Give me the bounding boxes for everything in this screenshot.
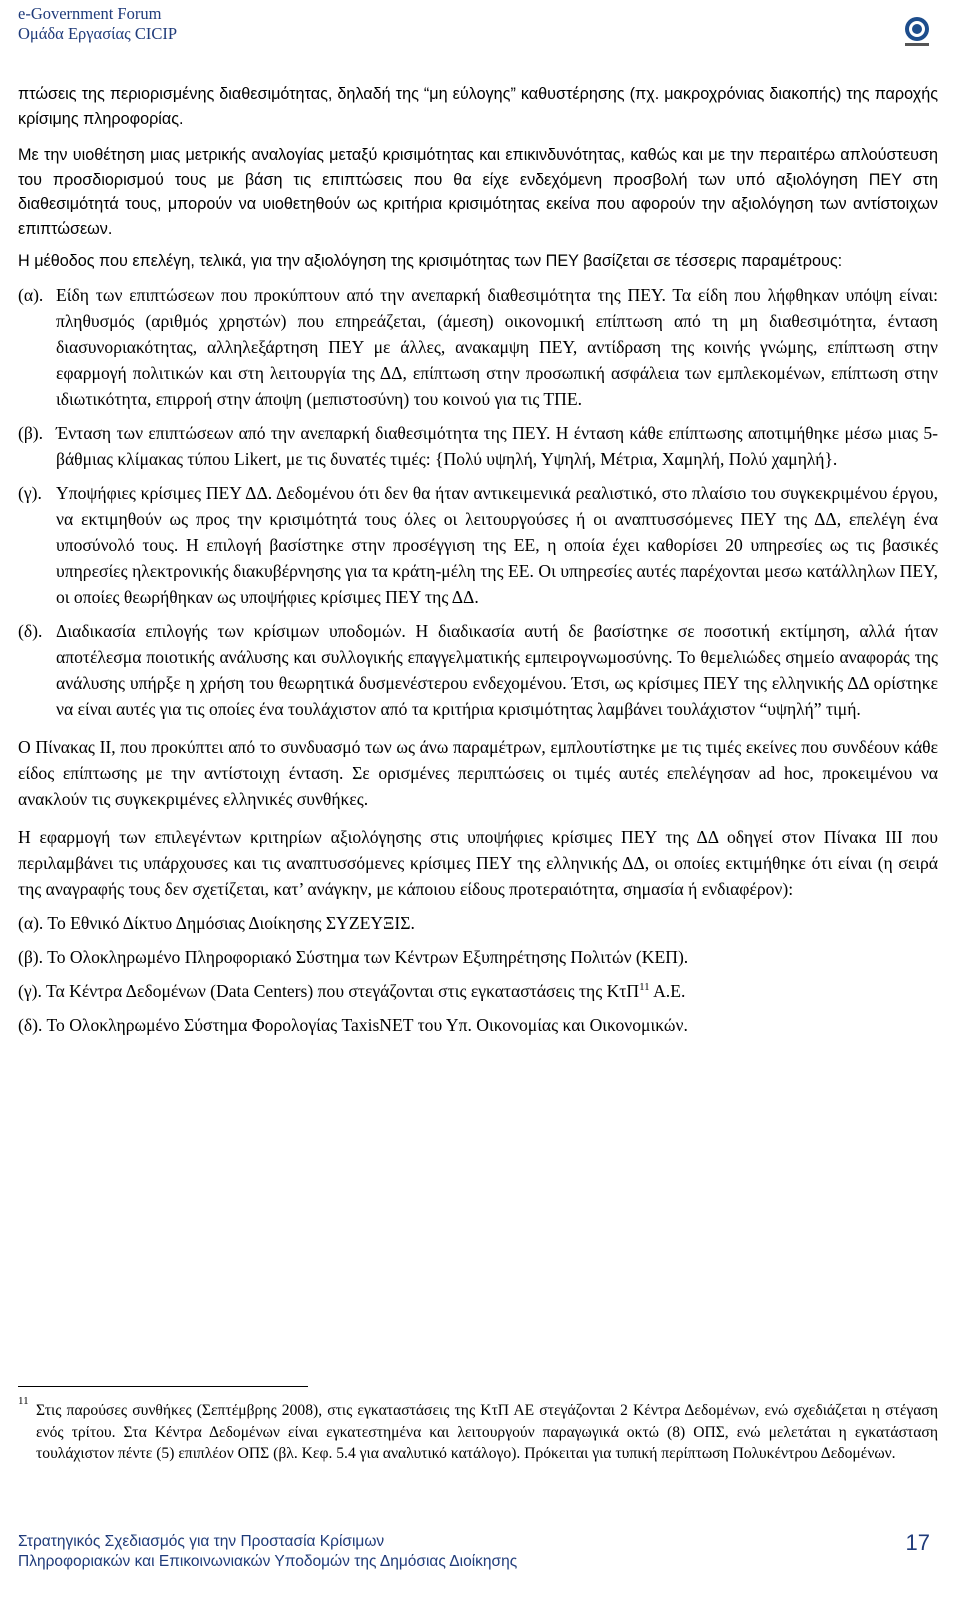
footer-title-line1: Στρατηγικός Σχεδιασμός για την Προστασία Κρίσιμων [18, 1533, 385, 1550]
param-text: Ένταση των επιπτώσεων από την ανεπαρκή διαθεσιμότητα της ΠΕΥ. Η ένταση κάθε επίπτωσης αποτιμήθηκε μέσω μιας 5-βάθμιας κλίμακας τύπου Likert, με τις δυνατές τιμές: {Πολύ υψηλή, Υψηλή, Μέτρια, Χαμηλή, Πολύ χαμηλή}. [56, 422, 938, 469]
footnote-reference[interactable]: 11 [639, 980, 650, 993]
list-text: Τα Κέντρα Δεδομένων (Data Centers) που στεγάζονται στις εγκαταστάσεις της ΚτΠ [45, 980, 640, 1001]
param-item [18, 282, 938, 412]
param-item [18, 618, 938, 722]
list-marker: (δ). [18, 1014, 47, 1035]
page-header [18, 4, 948, 52]
list-text-suffix: Α.Ε. [649, 980, 686, 1001]
paragraph-table-iii: Η εφαρμογή των επιλεγέντων κριτηρίων αξιολόγησης στις υποψήφιες κρίσιμες ΠΕΥ της ΔΔ οδηγεί στον Πίνακα ΙΙΙ που περιλαμβάνει τις υπάρχουσες και τις αναπτυσσόμενες κρίσιμες ΠΕΥ της ελληνικής ΔΔ, οι οποίες εκτιμήθηκε ότι είναι (η σειρά της αναγραφής τους δεν σχετίζεται, κατ’ ανάγκην, με κάποιου είδους προτεραιότητα, σημασία ή ενδιαφέρον): [18, 826, 938, 899]
list-text: Το Ολοκληρωμένο Πληροφοριακό Σύστημα των Κέντρων Εξυπηρέτησης Πολιτών (ΚΕΠ). [47, 946, 689, 967]
paragraph-metric: Με την υιοθέτηση μιας μετρικής αναλογίας μεταξύ κρισιμότητας και επικινδυνότητας, καθώς και με την περαιτέρω απλούστευση του προσδιορισμού τους με βάση τις επιπτώσεις που θα είχε ενδεχόμενη προσβολή των υπό αξιολόγηση ΠΕΥ στη διαθεσιμότητά τους, μπορούν να υιοθετηθούν ως κριτήρια κρισιμότητας εκείνα που αφορούν την αξιολόγηση των αντίστοιχων επιπτώσεων. [18, 146, 938, 238]
footnote-number: 11 [18, 1395, 29, 1407]
critical-infra-list-item [18, 1012, 938, 1038]
footnote [18, 1395, 938, 1465]
critical-infra-list-item [18, 978, 938, 1004]
list-text: Το Εθνικό Δίκτυο Δημόσιας Διοίκησης ΣΥΖΕΥΞΙΣ. [47, 912, 415, 933]
list-text: Το Ολοκληρωμένο Σύστημα Φορολογίας TaxisNET του Υπ. Οικονομίας και Οικονομικών. [46, 1014, 688, 1035]
param-item [18, 420, 938, 472]
critical-infra-list-item [18, 944, 938, 970]
paragraph-intro: πτώσεις της περιορισμένης διαθεσιμότητας, δηλαδή της “μη εύλογης” καθυστέρησης (πχ. μακροχρόνιας διακοπής) της παροχής κρίσιμης πληροφορίας. [18, 85, 938, 128]
footnote-separator [18, 1386, 308, 1387]
header-forum-title: e-Government Forum [18, 4, 162, 23]
param-marker: (β). [18, 422, 44, 443]
param-item [18, 480, 938, 610]
param-text: Διαδικασία επιλογής των κρίσιμων υποδομών. Η διαδικασία αυτή δε βασίστηκε σε ποσοτική εκτίμηση, αλλά ήταν αποτέλεσμα ποιοτικής ανάλυσης και συλλογικής επαγγελματικής εμπειρογνωμοσύνης. Το θεμελιώδες σημείο αναφοράς της ανάλυσης υπήρξε η χρήση του θεωρητικά δυσμενέστερου ενδεχομένου. Έτσι, ως κρίσιμες ΠΕΥ της ελληνικής ΔΔ ορίστηκε να είναι αυτές για τις οποίες ένα τουλάχιστον από τα κριτήρια κρισιμότητας λαμβάνει τουλάχιστον “υψηλή” τιμή. [56, 620, 938, 719]
param-marker: (δ). [18, 620, 43, 641]
page-footer [18, 1532, 898, 1572]
list-marker: (γ). [18, 980, 46, 1001]
forum-logo-icon [900, 14, 934, 48]
footnote-text: Στις παρούσες συνθήκες (Σεπτέμβρης 2008), στις εγκαταστάσεις της ΚτΠ ΑΕ στεγάζονται 2 Κέντρα Δεδομένων, ενώ σχεδιάζεται η στέγαση ενός τρίτου. Στα Κέντρα Δεδομένων είναι εγκατεστημένα και λειτουργούν παραγωγικά οκτώ (8) ΟΠΣ, ενώ μελετάται η εγκατάσταση τουλάχιστον πέντε (5) επιπλέον ΟΠΣ (βλ. Κεφ. 5.4 για αναλυτικό κατάλογο). Πρόκειται για τυπική περίπτωση Πολυκέντρου Δεδομένων. [36, 1402, 938, 1462]
critical-infra-list-item [18, 910, 938, 936]
param-text: Υποψήφιες κρίσιμες ΠΕΥ ΔΔ. Δεδομένου ότι δεν θα ήταν αντικειμενικά ρεαλιστικό, στο πλαίσιο του συγκεκριμένου έργου, να εκτιμηθούν ως προς την κρισιμότητά τους όλες οι λειτουργούσες ή οι αναπτυσσόμενες ΠΕΥ της ΔΔ, επελέγη ένα υποσύνολό τους. Η επιλογή βασίστηκε στην προσέγγιση της ΕΕ, η οποία έχει καθορίσει 20 υπηρεσίες ως τις βασικές υπηρεσίες ηλεκτρονικής διακυβέρνησης για τα κράτη-μέλη της ΕΕ. Οι υπηρεσίες αυτές παρέχονται μεσω κατάλληλων ΠΕΥ, οι οποίες θεωρήθηκαν ως υποψήφιες κρίσιμες ΠΕΥ της ΔΔ. [56, 482, 938, 607]
paragraph-method: Η μέθοδος που επελέγη, τελικά, για την αξιολόγηση της κρισιμότητας των ΠΕΥ βασίζεται σε τέσσερις παραμέτρους: [18, 252, 843, 270]
header-workgroup: Ομάδα Εργασίας CICIP [18, 24, 178, 43]
param-marker: (α). [18, 284, 44, 305]
param-text: Είδη των επιπτώσεων που προκύπτουν από την ανεπαρκή διαθεσιμότητα της ΠΕΥ. Τα είδη που λήφθηκαν υπόψη είναι: πληθυσμός (αριθμός χρηστών) που επηρεάζεται, (άμεση) οικονομική επίπτωση από τη μη διαθεσιμότητα, ένταση διασυνοριακότητας, αλληλεξάρτηση ΠΕΥ με άλλες, ανακαμψη ΠΕΥ, αντίδραση της κοινής γνώμης, επίπτωση στην εφαρμογή πολιτικών και στη λειτουργία της ΔΔ, επίπτωση στην προσωπική ασφάλεια των εμπλεκομένων, επίπτωση στην ιδιωτικότητα, επιρροή στην άποψη (μεπιστοσύνη) του κοινού για τις ΤΠΕ. [56, 284, 938, 409]
document-body [18, 82, 938, 1038]
page-number: 17 [905, 1530, 930, 1555]
list-marker: (β). [18, 946, 48, 967]
paragraph-table-ii: Ο Πίνακας ΙΙ, που προκύπτει από το συνδυασμό των ως άνω παραμέτρων, εμπλουτίστηκε με τις τιμές εκείνες που συνδέουν κάθε είδος επίπτωσης με την αντίστοιχη ένταση. Σε ορισμένες περιπτώσεις οι τιμές αυτές επελέγησαν ad hoc, προκειμένου να ανακλούν τις συγκεκριμένες ελληνικές συνθήκες. [18, 736, 938, 809]
param-marker: (γ). [18, 482, 42, 503]
list-marker: (α). [18, 912, 48, 933]
footer-title-line2: Πληροφοριακών και Επικοινωνιακών Υποδομών της Δημόσιας Διοίκησης [18, 1553, 518, 1570]
